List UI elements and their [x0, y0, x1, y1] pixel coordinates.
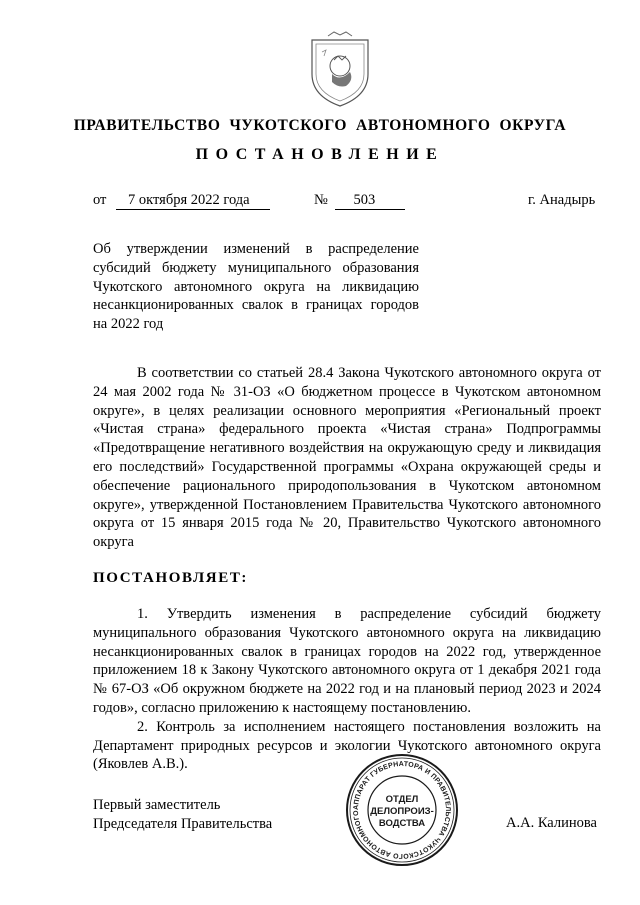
- document-city: г. Анадырь: [528, 192, 596, 208]
- stamp-center-line-3: ВОДСТВА: [378, 818, 426, 829]
- decree-heading: ПОСТАНОВЛЯЕТ:: [93, 570, 249, 586]
- decree-point-1: 1. Утвердить изменения в распределение субсидий бюджету муниципального образования Чукотского автономного округа на ликвидацию несанкционированных свалок в границах городов на 2022 год, утвержденное приложением 18 к Закону Чукотского автономного округа от 1 декабря 2021 года № 67-ОЗ «Об окружном бюджете на 2022 год и на плановый период 2023 и 2024 годов», согласно приложению к настоящему постановлению.: [93, 606, 601, 716]
- document-type: ПОСТАНОВЛЕНИЕ: [195, 146, 445, 163]
- from-label: от: [93, 192, 107, 208]
- document-date: 7 октября 2022 года: [116, 192, 270, 210]
- document-subject: Об утверждении изменений в распределение субсидий бюджету муниципального образования Чукотского автономного округа на ликвидацию несанкционированных свалок в границах городов на 2022 год: [93, 241, 419, 333]
- preamble: [93, 364, 601, 552]
- stamp-center-line-1: ОТДЕЛ: [385, 794, 419, 805]
- signatory-position-line-2: Председателя Правительства: [93, 816, 273, 832]
- number-line: [314, 192, 405, 210]
- office-stamp: [344, 752, 460, 868]
- number-label: №: [314, 192, 328, 208]
- stamp-center-line-2: ДЕЛОПРОИЗ-: [370, 806, 434, 817]
- date-line: [93, 192, 270, 210]
- coat-of-arms-icon: [304, 30, 376, 110]
- document-number: 503: [335, 192, 405, 210]
- decree-points: [93, 605, 601, 774]
- organization-name: ПРАВИТЕЛЬСТВО ЧУКОТСКОГО АВТОНОМНОГО ОКРУГА: [73, 117, 567, 134]
- signatory-name: А.А. Калинова: [506, 815, 597, 831]
- decree-point-2: 2. Контроль за исполнением настоящего постановления возложить на Департамент природных ресурсов и экологии Чукотского автономного округа (Яковлев А.В.).: [93, 718, 601, 773]
- signatory-position-line-1: Первый заместитель: [93, 797, 221, 813]
- preamble-text: В соответствии со статьей 28.4 Закона Чукотского автономного округа от 24 мая 2002 года № 31-ОЗ «О бюджетном процессе в Чукотском автономном округе», в целях реализации основного мероприятия «Региональный проект «Чистая страна» федерального проекта «Чистая страна» Подпрограммы «Предотвращение негативного воздействия на окружающую среду и ликвидация его последствий» Государственной программы «Охрана окружающей среды и обеспечение рационального природопользования в Чукотском автономном округе», утвержденной Постановлением Правительства Чукотского автономного округа от 15 января 2015 года № 20, Правительство Чукотского автономного округа: [93, 365, 601, 551]
- signatory-position: [93, 796, 272, 834]
- stamp-ring-text: АППАРАТ ГУБЕРНАТОРА И ПРАВИТЕЛЬСТВА ЧУКОТСКОГО АВТОНОМНОГО: [352, 760, 452, 860]
